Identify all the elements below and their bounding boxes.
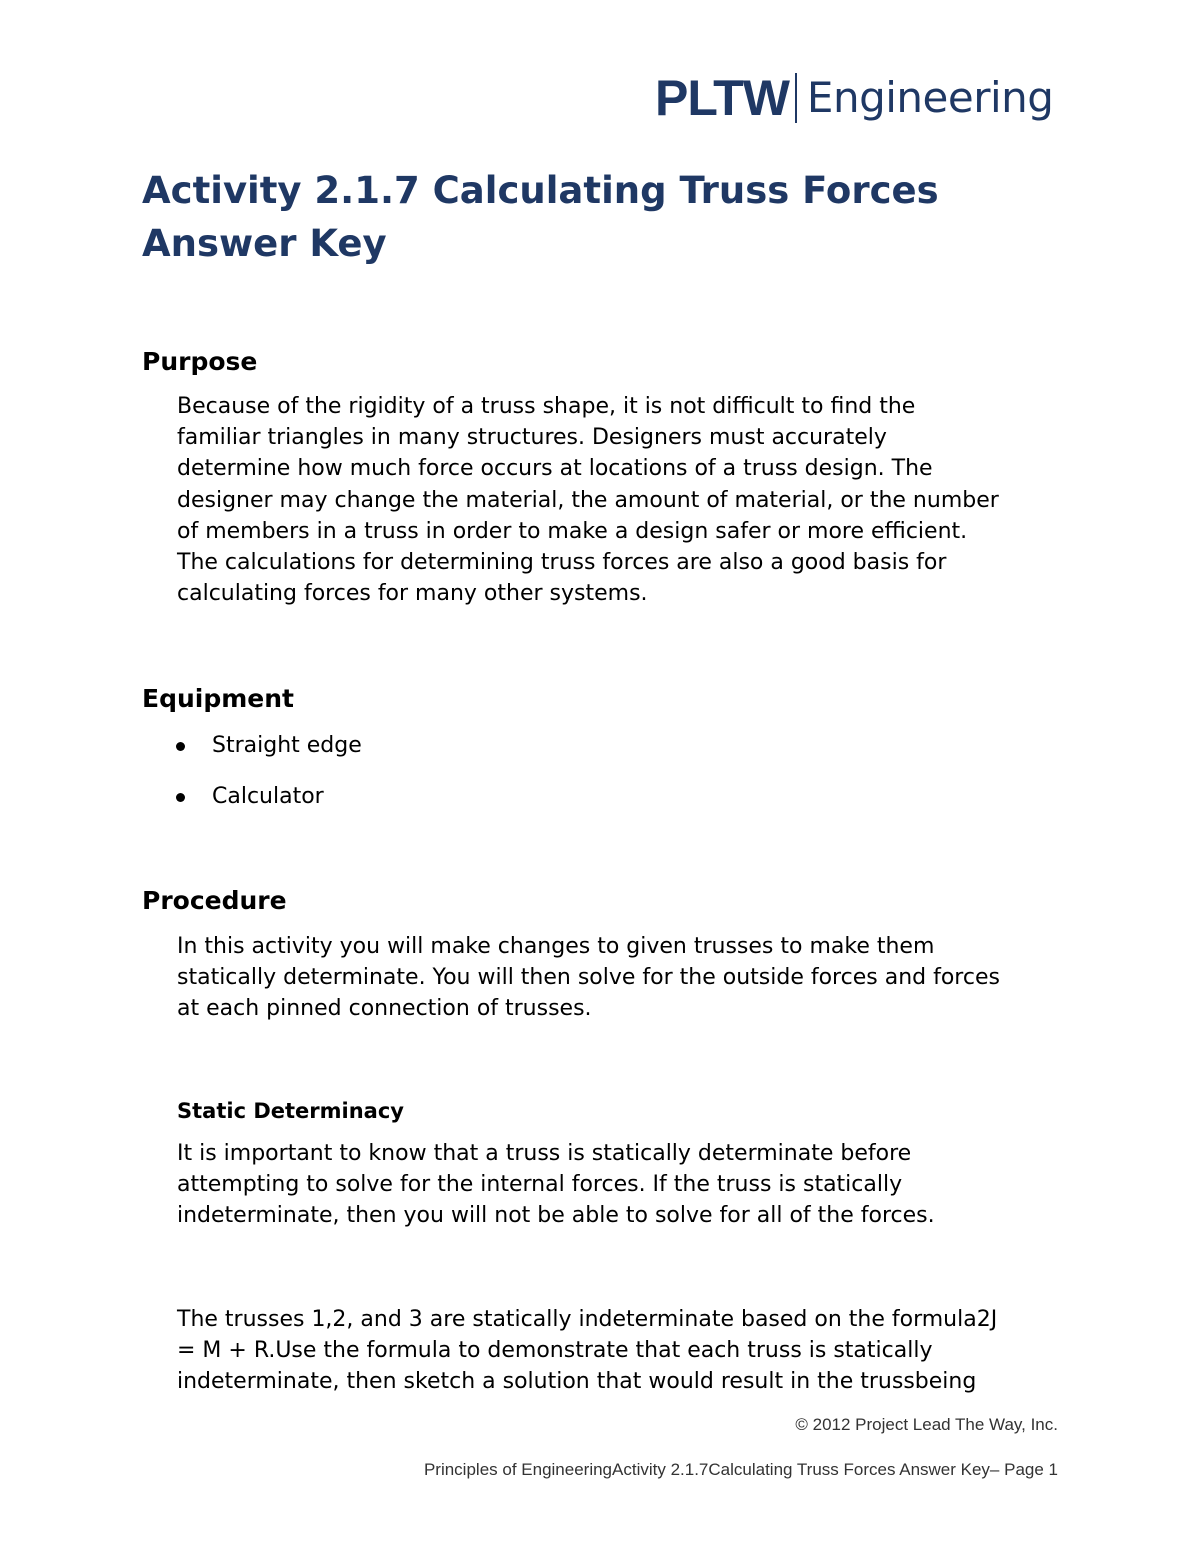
list-item-label: Straight edge [212, 733, 362, 758]
logo-divider [795, 73, 797, 123]
text-line: determine how much force occurs at locations of a truss design. The [177, 456, 933, 482]
text-line: In this activity you will make changes to given trusses to make them [177, 934, 935, 959]
text-line: familiar triangles in many structures. Designers must accurately [177, 425, 887, 451]
pltw-engineering-logo [655, 66, 1053, 130]
text-line: The calculations for determining truss forces are also a good basis for [177, 550, 947, 576]
purpose-paragraph [177, 391, 1077, 609]
static-determinacy-paragraph [177, 1138, 1077, 1232]
text-line: Because of the rigidity of a truss shape, it is not difficult to find the [177, 394, 916, 419]
footer-copyright: © 2012 Project Lead The Way, Inc. [795, 1415, 1058, 1434]
formula-paragraph [177, 1304, 1077, 1398]
bullet-icon [176, 793, 185, 802]
text-line: attempting to solve for the internal forces. If the truss is statically [177, 1172, 903, 1198]
list-item [172, 730, 362, 781]
logo-word: Engineering [806, 73, 1054, 122]
equipment-list [172, 730, 362, 832]
text-line: The trusses 1,2, and 3 are statically indeterminate based on the formula2J [177, 1307, 998, 1332]
static-determinacy-heading: Static Determinacy [177, 1099, 404, 1123]
footer-page-info: Principles of EngineeringActivity 2.1.7Calculating Truss Forces Answer Key– Page 1 [423, 1460, 1058, 1479]
document-title [142, 164, 1082, 270]
text-line: indeterminate, then you will not be able to solve for all of the forces. [177, 1203, 935, 1229]
text-line: statically determinate. You will then solve for the outside forces and forces [177, 965, 1000, 991]
text-line: It is important to know that a truss is statically determinate before [177, 1141, 912, 1166]
equipment-heading: Equipment [142, 684, 294, 713]
text-line: = M + R.Use the formula to demonstrate that each truss is statically [177, 1338, 933, 1364]
procedure-paragraph [177, 931, 1077, 1025]
logo-mark: PLTW [655, 70, 789, 126]
title-line-1: Activity 2.1.7 Calculating Truss Forces [142, 169, 939, 212]
purpose-heading: Purpose [142, 347, 258, 376]
list-item-label: Calculator [212, 784, 324, 809]
procedure-heading: Procedure [142, 886, 287, 915]
title-line-2: Answer Key [142, 222, 387, 265]
text-line: at each pinned connection of trusses. [177, 996, 592, 1022]
bullet-icon [176, 742, 185, 751]
text-line: designer may change the material, the amount of material, or the number [177, 487, 999, 513]
text-line: of members in a truss in order to make a design safer or more efficient. [177, 518, 968, 544]
list-item [172, 781, 362, 832]
text-line: indeterminate, then sketch a solution that would result in the trussbeing [177, 1369, 977, 1395]
text-line: calculating forces for many other systems. [177, 581, 648, 607]
